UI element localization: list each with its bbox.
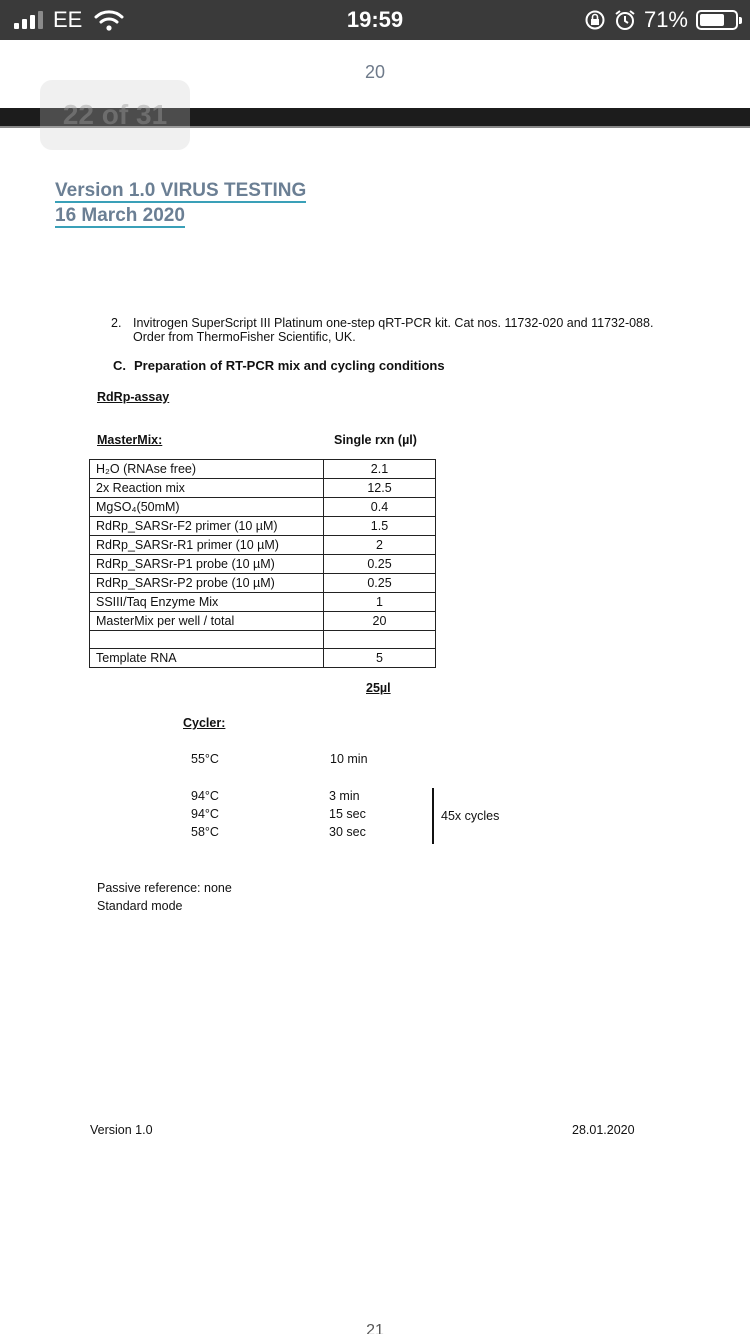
volume-cell: 0.25 [324,574,436,593]
status-right [584,7,738,33]
component-cell: MgSO₄(50mM) [90,498,324,517]
table-row [90,555,436,574]
document-title [55,178,306,228]
table-row [90,536,436,555]
passive-reference-note: Passive reference: none [97,881,232,895]
cycler-step-temp: 94°C [191,789,219,803]
table-row [90,631,436,649]
table-row [90,593,436,612]
cycles-bracket [432,788,434,844]
table-row [90,574,436,593]
volume-cell: 2.1 [324,460,436,479]
component-cell: H₂O (RNAse free) [90,460,324,479]
title-date: 16 March 2020 [55,205,185,226]
mastermix-header: MasterMix: [97,433,163,447]
status-bar [0,0,750,40]
battery-icon [696,10,738,30]
assay-title: RdRp-assay [97,390,170,404]
component-cell: 2x Reaction mix [90,479,324,498]
cycler-step-time: 15 sec [329,807,366,821]
volume-cell: 0.25 [324,555,436,574]
table-row [90,460,436,479]
component-cell [90,631,324,649]
table-row [90,498,436,517]
volume-cell: 12.5 [324,479,436,498]
cycler-title: Cycler: [183,716,226,730]
component-cell: Template RNA [90,649,324,668]
component-cell: SSIII/Taq Enzyme Mix [90,593,324,612]
page-number-top: 20 [364,62,386,82]
section-title: Preparation of RT-PCR mix and cycling conditions [134,358,445,373]
section-letter: C. [113,358,126,373]
cycler-step1-time: 10 min [330,752,368,766]
footer-date: 28.01.2020 [572,1123,635,1137]
title-version: Version 1.0 VIRUS TESTING [55,180,307,201]
volume-cell: 1 [324,593,436,612]
carrier-label: EE [53,7,83,32]
volume-cell: 0.4 [324,498,436,517]
volume-cell: 1.5 [324,517,436,536]
volume-column-header: Single rxn (µl) [334,433,417,447]
table-row [90,517,436,536]
volume-cell: 20 [324,612,436,631]
component-cell: RdRp_SARSr-R1 primer (10 µM) [90,536,324,555]
component-cell: RdRp_SARSr-P1 probe (10 µM) [90,555,324,574]
section-heading [113,358,445,373]
list-item-kit [111,316,653,344]
list-item-line1: Invitrogen SuperScript III Platinum one-step qRT-PCR kit. Cat nos. 11732-020 and 11732-088. [133,316,654,330]
cycler-step-temp: 58°C [191,825,219,839]
table-row [90,479,436,498]
cycler-step-temp: 94°C [191,807,219,821]
mode-note: Standard mode [97,899,183,913]
list-item-line2: Order from ThermoFisher Scientific, UK. [133,330,356,344]
list-item-number: 2. [111,316,122,330]
cycler-step1-temp: 55°C [191,752,219,766]
component-cell: MasterMix per well / total [90,612,324,631]
alarm-icon [614,9,636,31]
status-time: 19:59 [346,7,404,32]
page-counter-overlay[interactable]: 22 of 31 [40,80,190,150]
battery-percent: 71% [643,7,688,32]
component-cell: RdRp_SARSr-P2 probe (10 µM) [90,574,324,593]
volume-cell: 5 [324,649,436,668]
volume-cell: 2 [324,536,436,555]
footer-version: Version 1.0 [90,1123,153,1137]
table-row [90,649,436,668]
cycler-step-time: 30 sec [329,825,366,839]
cycles-label: 45x cycles [441,809,500,823]
mastermix-total: 25µl [366,681,391,695]
cycler-step-time: 3 min [329,789,360,803]
mastermix-table [89,459,436,668]
next-page-number: 21 [366,1322,384,1334]
orientation-lock-icon [584,9,606,31]
table-row [90,612,436,631]
volume-cell [324,631,436,649]
battery-level-fill [700,14,724,26]
component-cell: RdRp_SARSr-F2 primer (10 µM) [90,517,324,536]
